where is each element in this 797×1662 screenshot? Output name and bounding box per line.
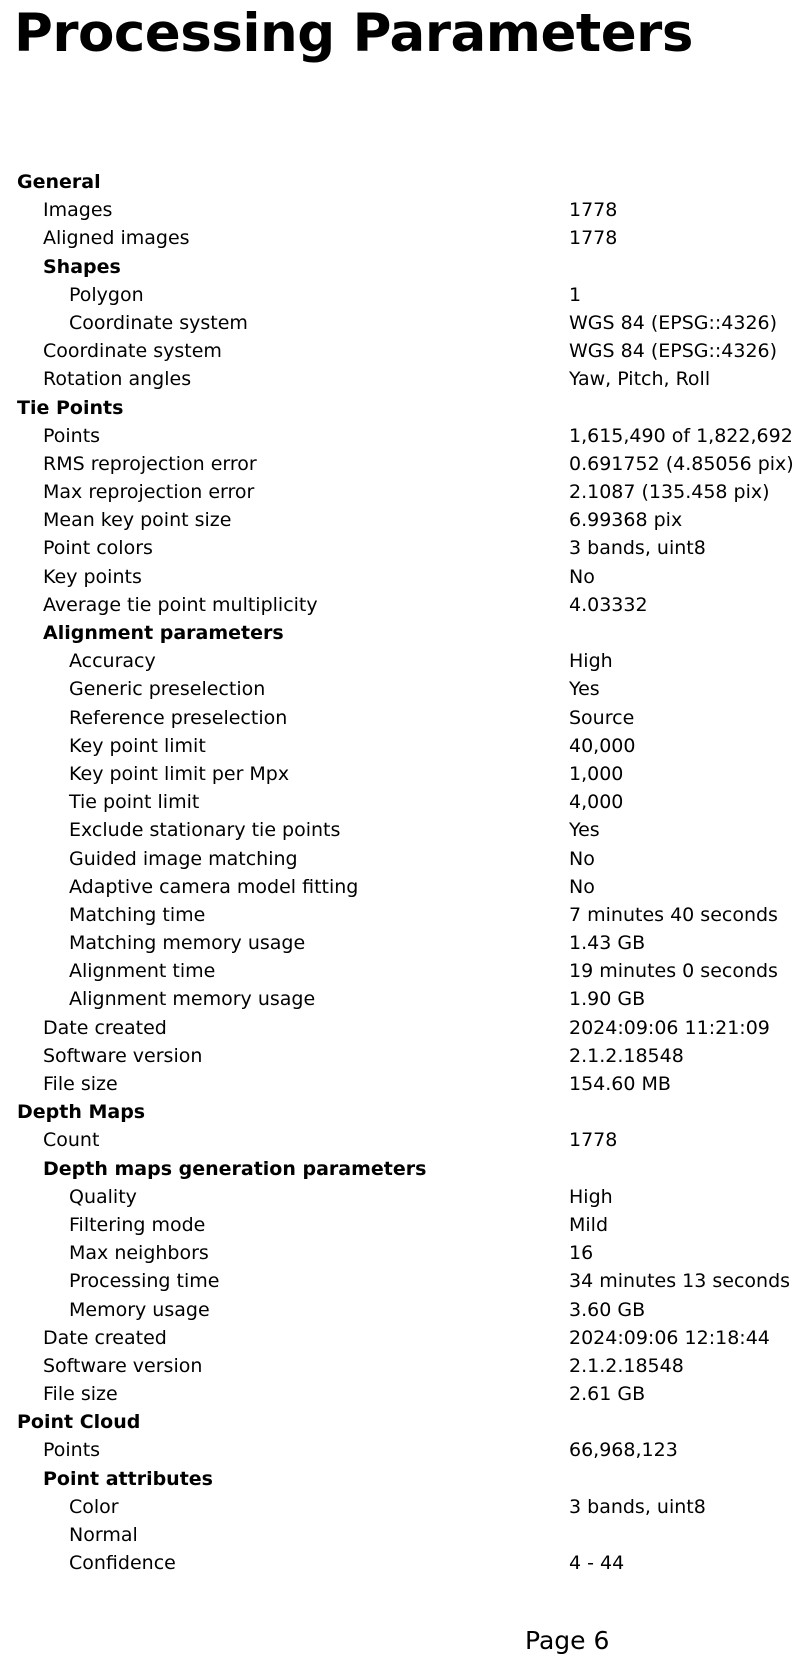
- param-label: Average tie point multiplicity: [43, 593, 318, 616]
- param-label: Points: [43, 1439, 101, 1462]
- param-value: 66,968,123: [569, 1439, 678, 1462]
- param-row-count: [0, 1126, 797, 1154]
- param-label: Accuracy: [69, 650, 156, 673]
- param-row-adaptive-camera-model-fitting: [0, 873, 797, 901]
- param-label: Quality: [69, 1185, 137, 1208]
- param-label: Key points: [43, 565, 142, 588]
- param-value: Yaw, Pitch, Roll: [569, 368, 711, 391]
- param-value: 1: [569, 283, 582, 306]
- param-label: Images: [43, 199, 113, 222]
- param-row-aligned-images: [0, 224, 797, 252]
- param-label: Aligned images: [43, 227, 190, 250]
- parameters-table: [0, 168, 797, 1577]
- param-label: Adaptive camera model fitting: [69, 875, 359, 898]
- param-label: Matching memory usage: [69, 932, 306, 955]
- param-row-matching-memory-usage: [0, 929, 797, 957]
- param-value: Mild: [569, 1213, 609, 1236]
- param-value: 2024:09:06 11:21:09: [569, 1016, 770, 1039]
- param-row-matching-time: [0, 901, 797, 929]
- param-row-filtering-mode: [0, 1211, 797, 1239]
- param-label: Rotation angles: [43, 368, 192, 391]
- param-value: 1778: [569, 227, 618, 250]
- param-row-date-created: [0, 1014, 797, 1042]
- param-value: 2024:09:06 12:18:44: [569, 1326, 770, 1349]
- param-row-reference-preselection: [0, 704, 797, 732]
- param-label: Filtering mode: [69, 1213, 206, 1236]
- param-value: Yes: [569, 819, 600, 842]
- param-value: Source: [569, 706, 635, 729]
- param-row-key-point-limit-per-mpx: [0, 760, 797, 788]
- param-value: 16: [569, 1242, 594, 1265]
- param-row-images: [0, 196, 797, 224]
- param-label: Color: [69, 1495, 119, 1518]
- param-value: 1.90 GB: [569, 988, 646, 1011]
- param-label: Processing time: [69, 1270, 220, 1293]
- subsection-heading-point-attributes: [0, 1465, 797, 1493]
- param-value: 4.03332: [569, 593, 648, 616]
- param-label: Confidence: [69, 1552, 176, 1575]
- param-row-alignment-memory-usage: [0, 985, 797, 1013]
- param-label: Coordinate system: [43, 340, 222, 363]
- param-label: Exclude stationary tie points: [69, 819, 341, 842]
- section-heading-label: Tie Points: [17, 396, 124, 419]
- param-label: Software version: [43, 1044, 203, 1067]
- param-value: No: [569, 847, 595, 870]
- section-heading-label: Depth Maps: [17, 1101, 146, 1124]
- param-row-max-reprojection-error: [0, 478, 797, 506]
- param-label: Mean key point size: [43, 509, 232, 532]
- param-label: Guided image matching: [69, 847, 298, 870]
- subsection-heading-label: Point attributes: [43, 1467, 213, 1490]
- param-value: 1.43 GB: [569, 932, 646, 955]
- param-value: 6.99368 pix: [569, 509, 683, 532]
- param-value: 19 minutes 0 seconds: [569, 960, 778, 983]
- param-label: Points: [43, 424, 101, 447]
- param-row-exclude-stationary-tie-points: [0, 816, 797, 844]
- param-label: File size: [43, 1073, 118, 1095]
- section-heading-general: [0, 168, 797, 196]
- param-value: 40,000: [569, 734, 636, 757]
- param-label: RMS reprojection error: [43, 452, 257, 475]
- param-value: 3 bands, uint8: [569, 537, 706, 560]
- param-value: No: [569, 565, 595, 588]
- param-row-memory-usage: [0, 1296, 797, 1324]
- section-heading-tie-points: [0, 394, 797, 422]
- param-value: High: [569, 650, 613, 673]
- param-value: 7 minutes 40 seconds: [569, 903, 778, 926]
- param-row-processing-time: [0, 1267, 797, 1295]
- param-label: Date created: [43, 1016, 167, 1039]
- section-heading-depth-maps: [0, 1098, 797, 1126]
- param-row-tie-point-limit: [0, 788, 797, 816]
- param-row-accuracy: [0, 647, 797, 675]
- param-label: Key point limit per Mpx: [69, 762, 290, 785]
- param-row-software-version: [0, 1352, 797, 1380]
- param-label: Tie point limit: [69, 791, 200, 814]
- param-row-quality: [0, 1183, 797, 1211]
- param-label: Date created: [43, 1326, 167, 1349]
- param-value: 2.1087 (135.458 pix): [569, 481, 770, 504]
- param-label: File size: [43, 1383, 118, 1406]
- param-label: Count: [43, 1129, 100, 1152]
- param-row-rms-reprojection-error: [0, 450, 797, 478]
- page-title: Processing Parameters: [14, 3, 693, 64]
- param-row-generic-preselection: [0, 675, 797, 703]
- param-label: Key point limit: [69, 734, 206, 757]
- param-row-max-neighbors: [0, 1239, 797, 1267]
- param-row-guided-image-matching: [0, 845, 797, 873]
- param-row-date-created: [0, 1324, 797, 1352]
- param-row-file-size: [0, 1380, 797, 1408]
- param-label: Matching time: [69, 903, 206, 926]
- param-value: 2.1.2.18548: [569, 1354, 684, 1377]
- param-value: WGS 84 (EPSG::4326): [569, 340, 778, 363]
- param-value: High: [569, 1185, 613, 1208]
- param-value: 3.60 GB: [569, 1298, 646, 1321]
- param-row-polygon: [0, 281, 797, 309]
- param-row-file-size: [0, 1070, 797, 1098]
- param-value: 154.60 MB: [569, 1073, 671, 1095]
- param-row-coordinate-system: [0, 337, 797, 365]
- subsection-heading-shapes: [0, 253, 797, 281]
- param-label: Polygon: [69, 283, 144, 306]
- section-heading-label: Point Cloud: [17, 1411, 141, 1434]
- param-row-rotation-angles: [0, 365, 797, 393]
- param-label: Alignment time: [69, 960, 216, 983]
- param-value: 2.1.2.18548: [569, 1044, 684, 1067]
- param-label: Alignment memory usage: [69, 988, 316, 1011]
- param-row-confidence: [0, 1549, 797, 1577]
- param-label: Coordinate system: [69, 311, 248, 334]
- param-row-points: [0, 422, 797, 450]
- param-row-point-colors: [0, 534, 797, 562]
- param-value: 4 - 44: [569, 1552, 625, 1575]
- param-label: Max reprojection error: [43, 481, 255, 504]
- param-row-key-points: [0, 563, 797, 591]
- param-row-software-version: [0, 1042, 797, 1070]
- param-row-mean-key-point-size: [0, 506, 797, 534]
- section-heading-point-cloud: [0, 1408, 797, 1436]
- param-row-normal: [0, 1521, 797, 1549]
- param-value: No: [569, 875, 595, 898]
- param-label: Software version: [43, 1354, 203, 1377]
- param-label: Generic preselection: [69, 678, 266, 701]
- param-row-shapes-coordinate-system: [0, 309, 797, 337]
- param-value: Yes: [569, 678, 600, 701]
- param-row-average-tie-point-multiplicity: [0, 591, 797, 619]
- param-value: WGS 84 (EPSG::4326): [569, 311, 778, 334]
- subsection-heading-label: Shapes: [43, 255, 121, 278]
- param-value: 4,000: [569, 791, 624, 814]
- page-number: Page 6: [525, 1626, 610, 1655]
- param-label: Memory usage: [69, 1298, 210, 1321]
- subsection-heading-depth-maps-generation-parameters: [0, 1155, 797, 1183]
- param-value: 1778: [569, 1129, 618, 1152]
- param-row-alignment-time: [0, 957, 797, 985]
- param-row-points: [0, 1436, 797, 1464]
- subsection-heading-label: Alignment parameters: [43, 622, 284, 644]
- param-value: 0.691752 (4.85056 pix): [569, 452, 794, 475]
- subsection-heading-alignment-parameters: [0, 619, 797, 647]
- subsection-heading-label: Depth maps generation parameters: [43, 1157, 427, 1180]
- param-label: Point colors: [43, 537, 153, 560]
- param-label: Reference preselection: [69, 706, 288, 729]
- param-row-color: [0, 1493, 797, 1521]
- param-value: 2.61 GB: [569, 1383, 646, 1406]
- section-heading-label: General: [17, 171, 101, 193]
- param-row-key-point-limit: [0, 732, 797, 760]
- param-label: Normal: [69, 1524, 138, 1546]
- param-value: 3 bands, uint8: [569, 1495, 706, 1518]
- param-value: 1,615,490 of 1,822,692: [569, 424, 793, 447]
- param-value: 34 minutes 13 seconds: [569, 1270, 791, 1293]
- param-value: 1,000: [569, 762, 624, 785]
- param-label: Max neighbors: [69, 1242, 209, 1265]
- param-value: 1778: [569, 199, 618, 222]
